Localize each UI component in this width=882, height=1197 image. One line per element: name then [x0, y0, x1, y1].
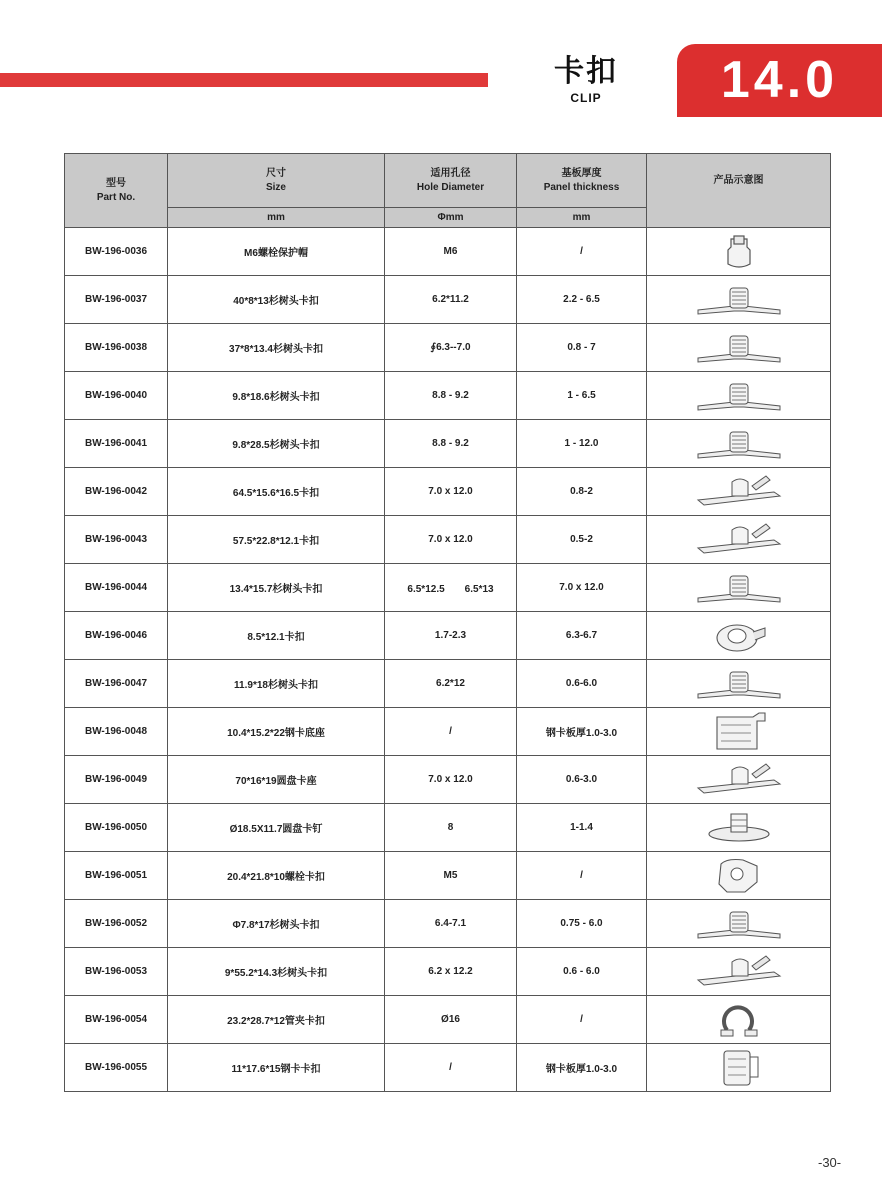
product-image-cell	[647, 1044, 831, 1092]
panel-thickness-cell: 0.75 - 6.0	[517, 900, 647, 948]
size-cell: 8.5*12.1卡扣	[168, 612, 385, 660]
fir-tree-clip-icon	[647, 424, 830, 464]
panel-thickness-cell: 0.6-3.0	[517, 756, 647, 804]
size-cell: 23.2*28.7*12管夹卡扣	[168, 996, 385, 1044]
panel-thickness-cell: 1 - 12.0	[517, 420, 647, 468]
part-number-cell: BW-196-0046	[65, 612, 168, 660]
pipe-clamp-icon	[647, 1000, 830, 1040]
product-image-cell	[647, 948, 831, 996]
hole-diameter-cell: /	[385, 708, 517, 756]
product-image-cell	[647, 612, 831, 660]
header-panel-unit: mm	[517, 208, 647, 228]
part-number-cell: BW-196-0036	[65, 228, 168, 276]
header-hole-cn: 适用孔径	[430, 167, 471, 179]
header-image-cn: 产品示意图	[713, 175, 764, 186]
part-number-cell: BW-196-0043	[65, 516, 168, 564]
fir-tree-clip-icon	[647, 280, 830, 320]
header-size-en: Size	[265, 181, 286, 193]
product-image-cell	[647, 708, 831, 756]
product-image-cell	[647, 468, 831, 516]
product-image-cell	[647, 756, 831, 804]
header-panel-cn: 基板厚度	[561, 167, 602, 179]
part-number-cell: BW-196-0050	[65, 804, 168, 852]
header-panel-en: Panel thickness	[543, 181, 620, 193]
size-cell: Φ7.8*17杉树头卡扣	[168, 900, 385, 948]
size-cell: 9.8*18.6杉树头卡扣	[168, 372, 385, 420]
table-row	[65, 228, 831, 276]
table-row	[65, 468, 831, 516]
header-part-no-cn: 型号	[106, 177, 126, 189]
product-image-cell	[647, 228, 831, 276]
size-cell: 11.9*18杉树头卡扣	[168, 660, 385, 708]
hole-diameter-cell: /	[385, 1044, 517, 1092]
table-row	[65, 516, 831, 564]
part-number-cell: BW-196-0041	[65, 420, 168, 468]
product-image-cell	[647, 660, 831, 708]
section-number-badge: 14.0	[677, 44, 882, 117]
table-row	[65, 420, 831, 468]
hole-diameter-cell: M6	[385, 228, 517, 276]
fir-tree-clip-icon	[647, 904, 830, 944]
table-row	[65, 324, 831, 372]
panel-thickness-cell: 6.3-6.7	[517, 612, 647, 660]
panel-thickness-cell: 0.6-6.0	[517, 660, 647, 708]
panel-thickness-cell: 2.2 - 6.5	[517, 276, 647, 324]
panel-thickness-cell: 0.6 - 6.0	[517, 948, 647, 996]
cable-clip-icon	[647, 472, 830, 512]
part-number-cell: BW-196-0049	[65, 756, 168, 804]
part-number-cell: BW-196-0037	[65, 276, 168, 324]
header-hole-en: Hole Diameter	[416, 181, 485, 193]
page-number: -30-	[818, 1155, 842, 1170]
size-cell: 70*16*19圆盘卡座	[168, 756, 385, 804]
size-cell: 37*8*13.4杉树头卡扣	[168, 324, 385, 372]
product-image-cell	[647, 996, 831, 1044]
cable-clip-icon	[647, 520, 830, 560]
product-image-cell	[647, 852, 831, 900]
table-row	[65, 612, 831, 660]
header-hole-diameter	[385, 154, 517, 208]
cable-clip-icon	[647, 952, 830, 992]
hole-diameter-cell: 1.7-2.3	[385, 612, 517, 660]
header-panel-thickness	[517, 154, 647, 208]
hole-diameter-cell: 6.2 x 12.2	[385, 948, 517, 996]
part-number-cell: BW-196-0042	[65, 468, 168, 516]
hole-diameter-cell: 7.0 x 12.0	[385, 468, 517, 516]
header-product-image	[647, 154, 831, 228]
size-cell: Ø18.5X11.7圆盘卡钉	[168, 804, 385, 852]
size-cell: 20.4*21.8*10螺栓卡扣	[168, 852, 385, 900]
header-size-unit: mm	[168, 208, 385, 228]
section-title-cn: 卡扣	[554, 55, 618, 88]
hole-diameter-cell: M5	[385, 852, 517, 900]
part-number-cell: BW-196-0044	[65, 564, 168, 612]
disc-rivet-icon	[647, 808, 830, 848]
clip-spec-table	[64, 153, 831, 1092]
product-image-cell	[647, 276, 831, 324]
steel-clip-base-icon	[647, 711, 830, 753]
fir-tree-clip-icon	[647, 664, 830, 704]
hole-diameter-cell: Ø16	[385, 996, 517, 1044]
panel-thickness-cell: 0.5-2	[517, 516, 647, 564]
size-cell: 11*17.6*15钢卡卡扣	[168, 1044, 385, 1092]
panel-thickness-cell: 钢卡板厚1.0-3.0	[517, 708, 647, 756]
steel-clip-icon	[647, 1047, 830, 1089]
panel-thickness-cell: 0.8 - 7	[517, 324, 647, 372]
part-number-cell: BW-196-0055	[65, 1044, 168, 1092]
size-cell: 13.4*15.7杉树头卡扣	[168, 564, 385, 612]
header-part-no	[65, 154, 168, 228]
cap-clip-icon	[647, 233, 830, 271]
size-cell: M6螺栓保护帽	[168, 228, 385, 276]
table-row	[65, 276, 831, 324]
product-image-cell	[647, 372, 831, 420]
round-clip-icon	[647, 616, 830, 656]
part-number-cell: BW-196-0047	[65, 660, 168, 708]
part-number-cell: BW-196-0038	[65, 324, 168, 372]
header-red-bar	[0, 73, 488, 87]
hole-diameter-cell: 6.2*11.2	[385, 276, 517, 324]
size-cell: 9*55.2*14.3杉树头卡扣	[168, 948, 385, 996]
size-cell: 9.8*28.5杉树头卡扣	[168, 420, 385, 468]
hole-diameter-cell: 8.8 - 9.2	[385, 372, 517, 420]
header-part-no-en: Part No.	[96, 191, 136, 203]
fir-tree-clip-icon	[647, 328, 830, 368]
panel-thickness-cell: 1 - 6.5	[517, 372, 647, 420]
table-row	[65, 564, 831, 612]
product-image-cell	[647, 564, 831, 612]
fir-tree-clip-icon	[647, 568, 830, 608]
hole-diameter-cell: 8.8 - 9.2	[385, 420, 517, 468]
hole-diameter-cell: 7.0 x 12.0	[385, 756, 517, 804]
header-size	[168, 154, 385, 208]
product-image-cell	[647, 900, 831, 948]
panel-thickness-cell: /	[517, 228, 647, 276]
product-image-cell	[647, 420, 831, 468]
size-cell: 10.4*15.2*22钢卡底座	[168, 708, 385, 756]
part-number-cell: BW-196-0048	[65, 708, 168, 756]
header-size-cn: 尺寸	[266, 167, 286, 179]
part-number-cell: BW-196-0054	[65, 996, 168, 1044]
part-number-cell: BW-196-0040	[65, 372, 168, 420]
table-row	[65, 372, 831, 420]
product-image-cell	[647, 516, 831, 564]
hole-diameter-cell: ∮6.3--7.0	[385, 324, 517, 372]
size-cell: 57.5*22.8*12.1卡扣	[168, 516, 385, 564]
panel-thickness-cell: /	[517, 996, 647, 1044]
hole-diameter-cell: 6.2*12	[385, 660, 517, 708]
table-row	[65, 804, 831, 852]
bolt-clip-icon	[647, 856, 830, 896]
hole-diameter-cell: 6.5*12.5 6.5*13	[385, 564, 517, 612]
part-number-cell: BW-196-0051	[65, 852, 168, 900]
product-image-cell	[647, 804, 831, 852]
table-row	[65, 900, 831, 948]
table-row	[65, 660, 831, 708]
size-cell: 64.5*15.6*16.5卡扣	[168, 468, 385, 516]
panel-thickness-cell: /	[517, 852, 647, 900]
table-row	[65, 996, 831, 1044]
hole-diameter-cell: 7.0 x 12.0	[385, 516, 517, 564]
part-number-cell: BW-196-0053	[65, 948, 168, 996]
table-row	[65, 756, 831, 804]
table-row	[65, 708, 831, 756]
table-row	[65, 852, 831, 900]
table-row	[65, 948, 831, 996]
table-row	[65, 1044, 831, 1092]
panel-thickness-cell: 0.8-2	[517, 468, 647, 516]
fir-tree-clip-icon	[647, 376, 830, 416]
section-title-en: CLIP	[570, 91, 602, 105]
cable-clip-icon	[647, 760, 830, 800]
size-cell: 40*8*13杉树头卡扣	[168, 276, 385, 324]
panel-thickness-cell: 7.0 x 12.0	[517, 564, 647, 612]
hole-diameter-cell: 8	[385, 804, 517, 852]
panel-thickness-cell: 钢卡板厚1.0-3.0	[517, 1044, 647, 1092]
part-number-cell: BW-196-0052	[65, 900, 168, 948]
panel-thickness-cell: 1-1.4	[517, 804, 647, 852]
hole-diameter-cell: 6.4-7.1	[385, 900, 517, 948]
header-hole-unit: Φmm	[385, 208, 517, 228]
product-image-cell	[647, 324, 831, 372]
